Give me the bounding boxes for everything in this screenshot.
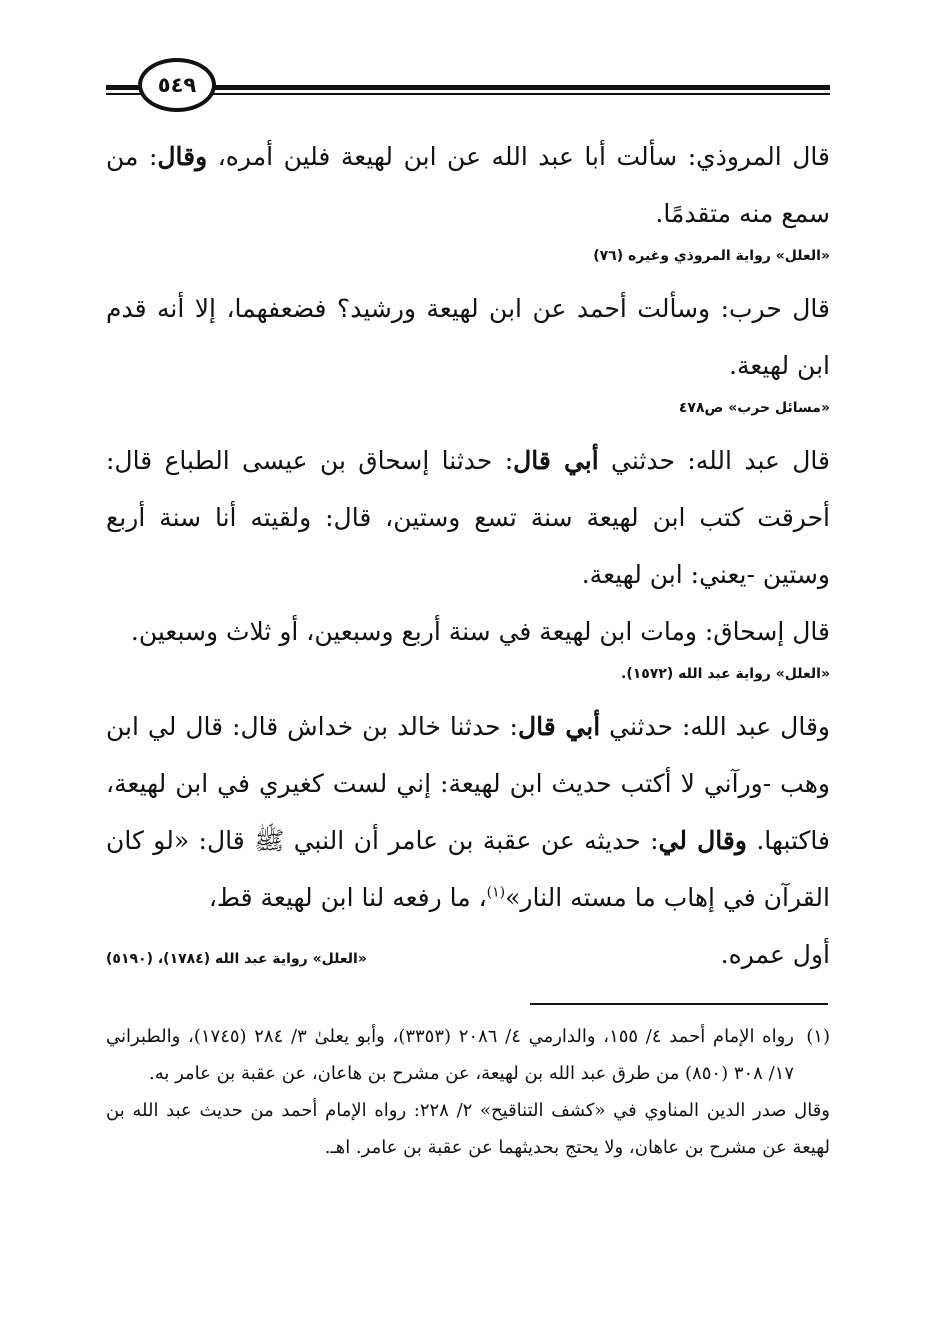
paragraph-2: قال حرب: وسألت أحمد عن ابن لهيعة ورشيد؟ فضعفهما، إلا أنه قدم ابن لهيعة. bbox=[106, 294, 830, 380]
paragraph-5-text-c: : حديثه عن عقبة بن عامر أن النبي ﷺ قال: «لو كان القرآن في إهاب ما مسته النار» bbox=[106, 826, 830, 912]
paragraph-1-text-b: : من سمع منه متقدمًا. bbox=[106, 142, 830, 228]
footnote-1 bbox=[106, 1018, 830, 1092]
footnote-separator bbox=[530, 1003, 828, 1005]
paragraph-1-text-a: سألت أبا عبد الله عن ابن لهيعة فلين أمره، bbox=[207, 142, 678, 171]
paragraph-5 bbox=[106, 698, 830, 926]
source-citation-5: «العلل» رواية عبد الله (١٧٨٤)، (٥١٩٠) bbox=[106, 951, 367, 967]
paragraph-5-bold: أبي قال bbox=[517, 712, 601, 741]
footnotes bbox=[106, 1018, 830, 1166]
paragraph-5-text-d: ، ما رفعه لنا ابن لهيعة قط، bbox=[208, 883, 487, 912]
source-citation-2: «مسائل حرب» ص٤٧٨ bbox=[678, 400, 830, 416]
page-number-oval bbox=[138, 58, 216, 112]
page-header bbox=[106, 58, 830, 118]
paragraph-1 bbox=[106, 128, 830, 242]
paragraph-3-bold: أبي قال bbox=[513, 446, 599, 475]
header-rule-thin bbox=[106, 93, 830, 95]
paragraph-3-text-a: قال عبد الله: حدثني bbox=[598, 446, 830, 475]
page-number: ٥٤٩ bbox=[157, 73, 197, 97]
paragraph-5-bold-2: وقال لي bbox=[658, 826, 747, 855]
source-citation-1: «العلل» رواية المروذي وغيره (٧٦) bbox=[593, 248, 830, 264]
paragraph-4: قال إسحاق: ومات ابن لهيعة في سنة أربع وسبعين، أو ثلاث وسبعين. bbox=[130, 617, 830, 646]
footnote-1-continuation: وقال صدر الدين المناوي في «كشف التناقيح» ٢/ ٢٢٨: رواه الإمام أحمد من حديث عبد الله بن لهيعة عن مشرح بن عاهان، ولا يحتج بحديثهما عن عقبة بن عامر. اهـ. bbox=[106, 1100, 830, 1158]
paragraph-5-last-words: أول عمره. bbox=[720, 940, 830, 969]
main-text bbox=[106, 128, 830, 988]
paragraph-1-bold: وقال bbox=[157, 142, 208, 171]
source-citation-4: «العلل» رواية عبد الله (١٥٧٢). bbox=[621, 666, 830, 682]
footnote-reference[interactable]: (١) bbox=[486, 884, 506, 901]
footnote-1-marker: (١) bbox=[806, 1026, 830, 1047]
paragraph-1-speaker: قال المروذي: bbox=[677, 142, 831, 171]
paragraph-5-last-line bbox=[106, 926, 830, 988]
footnote-1-text: رواه الإمام أحمد ٤/ ١٥٥، والدارمي ٤/ ٢٠٨٦ (٣٣٥٣)، وأبو يعلىٰ ٣/ ٢٨٤ (١٧٤٥)، والطبراني ١٧/ ٣٠٨ (٨٥٠) من طرق عبد الله بن لهيعة، عن مشرح بن هاعان، عن عقبة بن عامر به. bbox=[106, 1026, 794, 1084]
paragraph-3 bbox=[106, 432, 830, 603]
paragraph-3-text-b: : حدثنا إسحاق بن عيسى الطباع قال: أحرقت كتب ابن لهيعة سنة تسع وستين، قال: ولقيته أنا سنة أربع وستين -يعني: ابن لهيعة. bbox=[106, 446, 830, 589]
paragraph-5-text-a: وقال عبد الله: حدثني bbox=[600, 712, 830, 741]
paragraph-5-text-b: : حدثنا خالد بن خداش قال: قال لي ابن وهب -ورآني لا أكتب حديث ابن لهيعة: إني لست كغيري في ابن لهيعة، فاكتبها. bbox=[106, 712, 830, 855]
